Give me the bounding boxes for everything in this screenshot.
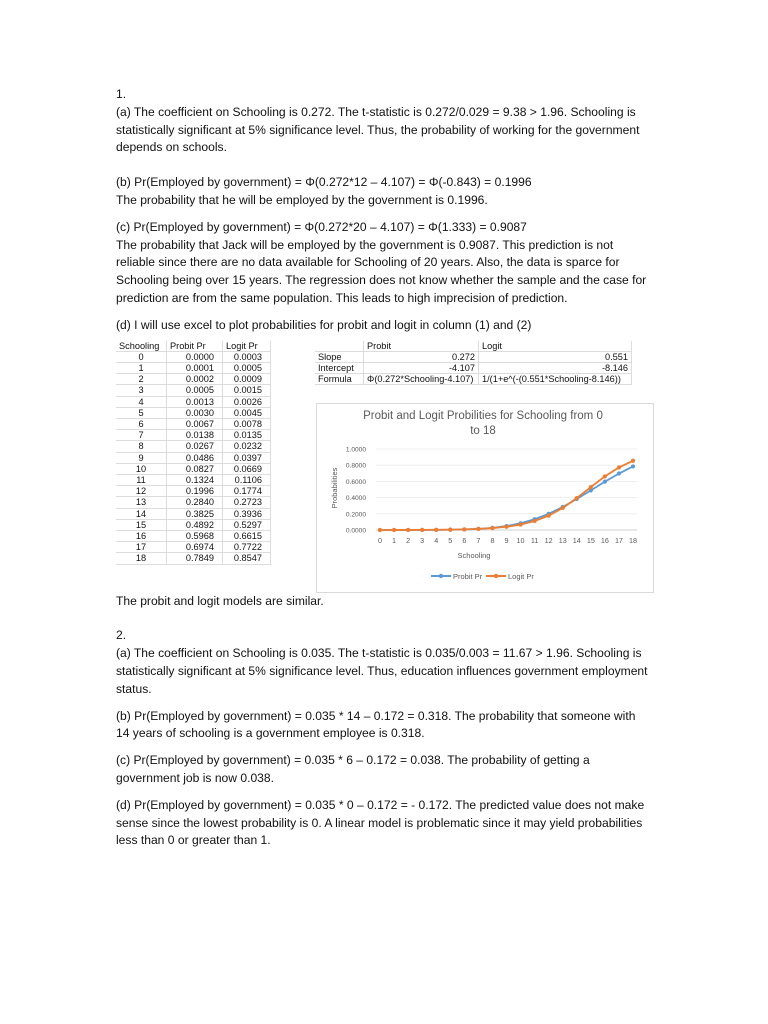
table-row [116,553,271,564]
cell-schooling: 4 [116,396,167,407]
data-point-logit [518,522,522,526]
cell-schooling: 3 [116,385,167,396]
table-row [116,441,271,452]
slope-logit: 0.551 [479,351,632,362]
cell-schooling: 5 [116,407,167,418]
data-point-logit [448,527,452,531]
excel-figure [116,341,652,593]
table-row [116,486,271,497]
answer-2c: (c) Pr(Employed by government) = 0.035 * 6 – 0.172 = 0.038. The probability of getting a government job is now 0.038. [116,753,590,785]
chart-legend [431,572,534,581]
cell-probit: 0.0005 [167,385,223,396]
cell-schooling: 14 [116,508,167,519]
table-row [116,463,271,474]
formula-probit: Φ(0.272*Schooling-4.107) [364,374,479,385]
answer-1c-text: The probability that Jack will be employed by the government is 0.9087. This prediction is not reliable since there are no data available for Schooling of 20 years. Also, the data is sparce for Schooling being over 15 years. The regression does not know whether the sample and the case for prediction are from the same population. This leads to high imprecision of prediction. [116,237,647,305]
header-schooling: Schooling [116,341,167,352]
cell-schooling: 8 [116,441,167,452]
cell-schooling: 11 [116,475,167,486]
cell-probit: 0.6974 [167,542,223,553]
data-point-logit [617,465,621,469]
y-tick-label: 0.8000 [345,462,366,470]
table-row [116,362,271,373]
cell-logit: 0.0135 [223,430,271,441]
data-point-logit [603,474,607,478]
table-row [116,542,271,553]
answer-1a: (a) The coefficient on Schooling is 0.272. The t-statistic is 0.272/0.029 = 9.38 > 1.96. Schooling is statistically significant at 5% significance level. Thus, the probability of working for the government depends on schools. [116,104,640,155]
table-row [116,430,271,441]
table-row [116,351,271,362]
y-tick-label: 0.2000 [345,510,366,518]
intercept-row [315,362,632,373]
cell-probit: 0.0827 [167,463,223,474]
cell-schooling: 17 [116,542,167,553]
intercept-label: Intercept [315,362,364,373]
coef-header-probit: Probit [364,341,479,352]
data-point-logit [462,527,466,531]
x-tick-label: 13 [558,535,567,545]
data-point-logit [504,524,508,528]
cell-probit: 0.0002 [167,374,223,385]
slope-probit: 0.272 [364,351,479,362]
x-axis-label: Schooling [457,550,491,560]
x-tick-label: 11 [530,535,539,545]
cell-schooling: 12 [116,486,167,497]
table-row [116,497,271,508]
answer-2a: (a) The coefficient on Schooling is 0.035. The t-statistic is 0.035/0.003 = 11.67 > 1.96. Schooling is statistically significant at 5% significance level. Thus, education influences government employment status. [116,646,648,696]
answer-1d: (d) I will use excel to plot probabilities for probit and logit in column (1) and (2) [116,317,532,332]
x-tick-label: 1 [392,535,397,545]
x-tick-label: 5 [448,535,453,545]
data-point-logit [589,485,593,489]
data-point-logit [575,496,579,500]
data-point-logit [533,519,537,523]
x-tick-label: 2 [406,535,411,545]
formula-row [315,374,632,385]
data-point-logit [392,527,396,531]
data-point-logit [406,527,410,531]
data-point-logit [561,505,565,509]
cell-logit: 0.0669 [223,463,271,474]
chart-title-line2: to 18 [470,424,496,437]
table-row [116,508,271,519]
data-point-logit [490,526,494,530]
cell-probit: 0.0013 [167,396,223,407]
cell-schooling: 9 [116,452,167,463]
cell-logit: 0.1774 [223,486,271,497]
cell-probit: 0.0267 [167,441,223,452]
table-row [116,418,271,429]
question-2-number: 2. [116,628,127,643]
cell-logit: 0.3936 [223,508,271,519]
x-tick-label: 12 [544,535,553,545]
legend-logit-label: Logit Pr [508,571,534,581]
data-point-logit [547,513,551,517]
cell-logit: 0.6615 [223,531,271,542]
cell-logit: 0.7722 [223,542,271,553]
cell-probit: 0.0000 [167,351,223,362]
cell-logit: 0.1106 [223,475,271,486]
cell-logit: 0.0005 [223,362,271,373]
x-tick-label: 14 [572,535,581,545]
cell-schooling: 18 [116,553,167,564]
document-body [116,86,652,850]
x-tick-label: 8 [490,535,495,545]
cell-logit: 0.0078 [223,418,271,429]
cell-schooling: 7 [116,430,167,441]
data-point-logit [434,527,438,531]
cell-logit: 0.8547 [223,553,271,564]
cell-logit: 0.0397 [223,452,271,463]
coefficient-table [315,341,632,386]
chart-title-line1: Probit and Logit Probilities for Schooling from 0 [363,409,603,422]
table-row [116,396,271,407]
x-tick-label: 16 [600,535,609,545]
x-tick-label: 6 [462,535,467,545]
cell-logit: 0.0009 [223,374,271,385]
coef-header-row [315,341,632,352]
cell-schooling: 6 [116,418,167,429]
table-row [116,385,271,396]
y-tick-label: 1.0000 [345,446,366,454]
cell-probit: 0.0486 [167,452,223,463]
table-row [116,531,271,542]
data-point-probit [617,471,621,475]
data-point-probit [631,464,635,468]
slope-row [315,351,632,362]
x-tick-label: 4 [434,535,439,545]
probability-table [116,341,271,565]
table-row [116,452,271,463]
cell-logit: 0.0015 [223,385,271,396]
y-tick-label: 0.4000 [345,494,366,502]
cell-probit: 0.0001 [167,362,223,373]
cell-probit: 0.0067 [167,418,223,429]
slope-label: Slope [315,351,364,362]
legend-probit-marker [439,573,443,577]
x-tick-label: 0 [378,535,382,545]
question-1-conclusion: The probit and logit models are similar. [116,593,324,608]
data-point-logit [476,526,480,530]
x-tick-label: 18 [629,535,637,545]
table-row [116,475,271,486]
x-tick-label: 7 [476,535,481,545]
legend-probit-label: Probit Pr [453,571,483,581]
cell-probit: 0.7849 [167,553,223,564]
cell-probit: 0.4892 [167,519,223,530]
cell-logit: 0.0045 [223,407,271,418]
cell-logit: 0.0232 [223,441,271,452]
x-tick-label: 17 [614,535,623,545]
cell-schooling: 0 [116,351,167,362]
cell-probit: 0.1324 [167,475,223,486]
table-header-row [116,341,271,352]
series-line-logit [380,460,633,529]
data-point-logit [378,527,382,531]
coef-header-logit: Logit [479,341,632,352]
cell-logit: 0.0026 [223,396,271,407]
cell-logit: 0.5297 [223,519,271,530]
x-tick-label: 15 [586,535,595,545]
y-tick-label: 0.0000 [345,527,366,535]
cell-schooling: 1 [116,362,167,373]
intercept-probit: -4.107 [364,362,479,373]
answer-1c-formula: (c) Pr(Employed by government) = Φ(0.272*20 – 4.107) = Φ(1.333) = 0.9087 [116,219,527,234]
cell-schooling: 13 [116,497,167,508]
formula-label: Formula [315,374,364,385]
y-tick-label: 0.6000 [345,478,366,486]
table-row [116,519,271,530]
intercept-logit: -8.146 [479,362,632,373]
x-tick-label: 3 [420,535,425,545]
formula-logit: 1/(1+e^(-(0.551*Schooling-8.146)) [479,374,632,385]
answer-2d: (d) Pr(Employed by government) = 0.035 * 0 – 0.172 = - 0.172. The predicted value does not make sense since the lowest probability is 0. A linear model is problematic since it may yield probabilities less than 0 or greater than 1. [116,797,645,848]
cell-probit: 0.0138 [167,430,223,441]
probability-chart [316,403,654,593]
cell-probit: 0.3825 [167,508,223,519]
cell-logit: 0.0003 [223,351,271,362]
data-point-logit [420,527,424,531]
legend-logit-marker [494,573,498,577]
y-axis-label: Probabilities [330,467,339,508]
cell-schooling: 15 [116,519,167,530]
cell-schooling: 16 [116,531,167,542]
series-line-probit [380,466,633,530]
data-point-logit [631,458,635,462]
cell-schooling: 2 [116,374,167,385]
header-probit: Probit Pr [167,341,223,352]
header-logit: Logit Pr [223,341,271,352]
chart-svg [317,404,653,592]
question-1-number: 1. [116,87,127,101]
cell-probit: 0.5968 [167,531,223,542]
data-point-probit [603,479,607,483]
cell-schooling: 10 [116,463,167,474]
cell-logit: 0.2723 [223,497,271,508]
cell-probit: 0.2840 [167,497,223,508]
table-row [116,374,271,385]
cell-probit: 0.0030 [167,407,223,418]
table-row [116,407,271,418]
x-tick-label: 9 [504,535,509,545]
answer-2b: (b) Pr(Employed by government) = 0.035 * 14 – 0.172 = 0.318. The probability that someone with 14 years of schooling is a government employee is 0.318. [116,708,636,741]
x-tick-label: 10 [516,535,525,545]
cell-probit: 0.1996 [167,486,223,497]
answer-1b-text: The probability that he will be employed by the government is 0.1996. [116,192,488,207]
answer-1b-formula: (b) Pr(Employed by government) = Φ(0.272*12 – 4.107) = Φ(-0.843) = 0.1996 [116,175,532,190]
